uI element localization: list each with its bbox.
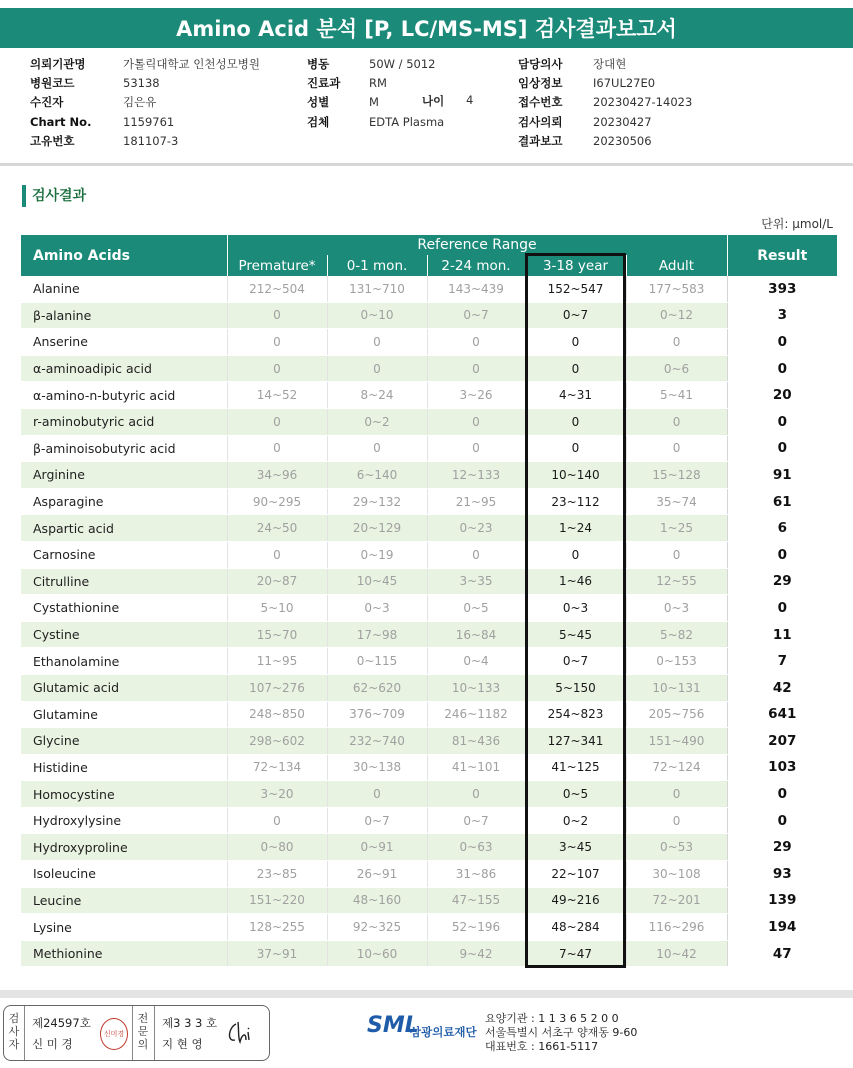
info-row	[518, 113, 692, 132]
reference-range-cell: 35~74	[626, 488, 727, 515]
reference-range-cell: 11~95	[227, 648, 327, 675]
reference-range-cell: 0	[327, 435, 427, 462]
reference-range-cell: 131~710	[327, 276, 427, 302]
header-2-24-mon: 2-24 mon.	[427, 255, 525, 276]
info-row	[518, 74, 692, 93]
reference-range-cell: 26~91	[327, 861, 427, 888]
reference-range-cell: 0~7	[327, 807, 427, 834]
reference-range-cell: 116~296	[626, 914, 727, 941]
amino-acid-name: Aspartic acid	[21, 515, 227, 542]
reference-range-cell: 0~12	[626, 302, 727, 329]
reference-range-cell: 298~602	[227, 728, 327, 755]
info-label: Chart No.	[30, 114, 92, 129]
reference-range-cell: 21~95	[427, 488, 525, 515]
reference-range-cell: 0~10	[327, 302, 427, 329]
result-cell: 393	[727, 276, 837, 302]
reference-range-cell: 0	[227, 302, 327, 329]
info-row	[518, 132, 692, 151]
report-title: Amino Acid 분석 [P, LC/MS-MS] 검사결과보고서	[0, 8, 853, 48]
signature-box	[3, 1005, 270, 1061]
result-cell: 6	[727, 515, 837, 542]
amino-acid-name: α-aminoadipic acid	[21, 355, 227, 382]
org-address: 서울특별시 서초구 양재동 9-60	[485, 1026, 638, 1039]
reference-range-cell: 0~7	[427, 302, 525, 329]
amino-acid-name: Cystine	[21, 621, 227, 648]
reference-range-cell: 23~112	[525, 488, 626, 515]
reference-range-cell: 8~24	[327, 382, 427, 409]
reference-range-cell: 16~84	[427, 621, 525, 648]
doc-name: 지 현 영	[162, 1037, 203, 1051]
table-row	[21, 302, 837, 329]
reference-range-cell: 0~80	[227, 834, 327, 861]
result-cell: 139	[727, 887, 837, 914]
reference-range-cell: 1~25	[626, 515, 727, 542]
info-row	[30, 93, 260, 112]
reference-range-cell: 3~35	[427, 568, 525, 595]
reference-range-cell: 0	[626, 408, 727, 435]
reference-range-cell: 0	[427, 408, 525, 435]
patient-info-col1	[30, 55, 260, 151]
reference-range-cell: 0	[427, 435, 525, 462]
divider	[0, 163, 853, 166]
result-cell: 0	[727, 781, 837, 808]
header-premature: Premature*	[227, 255, 327, 276]
org-code: 요양기관 : 1 1 3 6 5 2 0 0	[485, 1012, 619, 1025]
reference-range-cell: 0	[525, 329, 626, 356]
header-amino-acids: Amino Acids	[21, 235, 227, 276]
reference-range-cell: 0	[626, 329, 727, 356]
table-row	[21, 728, 837, 755]
reference-range-cell: 212~504	[227, 276, 327, 302]
divider-line	[132, 1006, 133, 1060]
reference-range-cell: 37~91	[227, 940, 327, 967]
reference-range-cell: 49~216	[525, 887, 626, 914]
amino-acid-name: β-alanine	[21, 302, 227, 329]
tech-name: 신 미 경	[32, 1037, 73, 1051]
reference-range-cell: 9~42	[427, 940, 525, 967]
reference-range-cell: 15~128	[626, 462, 727, 489]
reference-range-cell: 72~134	[227, 754, 327, 781]
reference-range-cell: 205~756	[626, 701, 727, 728]
amino-acid-name: Glycine	[21, 728, 227, 755]
table-row	[21, 648, 837, 675]
reference-range-cell: 0~23	[427, 515, 525, 542]
reference-range-cell: 143~439	[427, 276, 525, 302]
result-cell: 0	[727, 807, 837, 834]
divider-line	[24, 1006, 25, 1060]
reference-range-cell: 0~63	[427, 834, 525, 861]
amino-acid-name: Carnosine	[21, 541, 227, 568]
reference-range-cell: 0	[327, 781, 427, 808]
reference-range-cell: 12~133	[427, 462, 525, 489]
amino-acid-name: β-aminoisobutyric acid	[21, 435, 227, 462]
reference-range-cell: 0	[227, 329, 327, 356]
reference-range-cell: 151~490	[626, 728, 727, 755]
reference-range-cell: 10~133	[427, 674, 525, 701]
info-value: 20230427-14023	[593, 95, 693, 110]
info-value: 53138	[123, 76, 160, 91]
table-row	[21, 674, 837, 701]
reference-range-cell: 30~138	[327, 754, 427, 781]
reference-range-cell: 92~325	[327, 914, 427, 941]
table-row	[21, 541, 837, 568]
reference-range-cell: 90~295	[227, 488, 327, 515]
result-cell: 641	[727, 701, 837, 728]
info-value: EDTA Plasma	[369, 114, 445, 129]
reference-range-cell: 0	[427, 541, 525, 568]
org-info	[485, 1012, 637, 1054]
result-cell: 93	[727, 861, 837, 888]
info-label: 진료과	[307, 76, 341, 91]
info-row	[30, 55, 260, 74]
info-label: 병동	[307, 57, 330, 71]
result-cell: 0	[727, 541, 837, 568]
reference-range-cell: 10~45	[327, 568, 427, 595]
table-row	[21, 488, 837, 515]
reference-range-cell: 5~45	[525, 621, 626, 648]
reference-range-cell: 62~620	[327, 674, 427, 701]
info-label: 병원코드	[30, 76, 75, 91]
reference-range-cell: 0	[227, 541, 327, 568]
info-label: 담당의사	[518, 57, 563, 71]
reference-range-cell: 0~6	[626, 355, 727, 382]
table-row	[21, 515, 837, 542]
reference-range-cell: 0	[327, 355, 427, 382]
info-value: 1159761	[123, 114, 175, 129]
info-label: 검체	[307, 114, 330, 129]
info-value: I67UL27E0	[593, 76, 656, 91]
reference-range-cell: 0	[427, 781, 525, 808]
reference-range-cell: 0	[227, 355, 327, 382]
amino-acid-name: Cystathionine	[21, 595, 227, 622]
table-row	[21, 435, 837, 462]
reference-range-cell: 41~101	[427, 754, 525, 781]
table-row	[21, 329, 837, 356]
result-cell: 42	[727, 674, 837, 701]
result-cell: 194	[727, 914, 837, 941]
seal-stamp-icon: 신미경	[100, 1018, 128, 1050]
reference-range-cell: 0~2	[525, 807, 626, 834]
table-row	[21, 595, 837, 622]
reference-range-cell: 10~42	[626, 940, 727, 967]
doc-license: 제3 3 3 호	[162, 1016, 218, 1030]
reference-range-cell: 24~50	[227, 515, 327, 542]
info-value: 가톨릭대학교 인천성모병원	[123, 57, 260, 71]
result-cell: 3	[727, 302, 837, 329]
amino-acid-name: α-amino-n-butyric acid	[21, 382, 227, 409]
reference-range-cell: 30~108	[626, 861, 727, 888]
reference-range-cell: 20~87	[227, 568, 327, 595]
amino-acid-name: Homocystine	[21, 781, 227, 808]
result-cell: 47	[727, 940, 837, 967]
table-body	[21, 276, 837, 967]
reference-range-cell: 0~4	[427, 648, 525, 675]
amino-acid-name: Citrulline	[21, 568, 227, 595]
header-reference-range: Reference Range	[227, 235, 727, 255]
patient-info-col3	[518, 55, 692, 151]
reference-range-cell: 0~7	[525, 302, 626, 329]
reference-range-cell: 52~196	[427, 914, 525, 941]
amino-acid-name: Lysine	[21, 914, 227, 941]
amino-acid-name: Anserine	[21, 329, 227, 356]
info-label: 고유번호	[30, 133, 75, 148]
reference-range-cell: 0~7	[427, 807, 525, 834]
reference-range-cell: 5~41	[626, 382, 727, 409]
reference-range-cell: 0	[525, 541, 626, 568]
reference-range-cell: 0~5	[427, 595, 525, 622]
amino-acid-name: Hydroxylysine	[21, 807, 227, 834]
amino-acid-name: Leucine	[21, 887, 227, 914]
amino-acid-name: Methionine	[21, 940, 227, 967]
reference-range-cell: 0~153	[626, 648, 727, 675]
info-value: M	[369, 95, 379, 110]
result-cell: 0	[727, 408, 837, 435]
amino-acid-name: Isoleucine	[21, 861, 227, 888]
header-result: Result	[727, 235, 837, 276]
reference-range-cell: 20~129	[327, 515, 427, 542]
amino-acid-name: Arginine	[21, 462, 227, 489]
info-row	[30, 74, 260, 93]
reference-range-cell: 128~255	[227, 914, 327, 941]
result-cell: 0	[727, 435, 837, 462]
info-value: 20230427	[593, 114, 652, 129]
info-value: 50W / 5012	[369, 57, 436, 71]
age-label: 나이	[422, 94, 445, 108]
info-value: 20230506	[593, 133, 652, 148]
result-cell: 0	[727, 355, 837, 382]
reference-range-cell: 81~436	[427, 728, 525, 755]
reference-range-cell: 0	[626, 435, 727, 462]
header-adult: Adult	[626, 255, 727, 276]
tech-label: 검사자	[8, 1012, 20, 1051]
reference-range-cell: 3~26	[427, 382, 525, 409]
table-row	[21, 754, 837, 781]
reference-range-cell: 34~96	[227, 462, 327, 489]
result-cell: 103	[727, 754, 837, 781]
reference-range-cell: 232~740	[327, 728, 427, 755]
info-label: 수진자	[30, 95, 64, 110]
age-value: 4	[466, 93, 474, 107]
sml-logo-icon: SML	[367, 1013, 419, 1038]
reference-range-cell: 23~85	[227, 861, 327, 888]
reference-range-cell: 177~583	[626, 276, 727, 302]
amino-acid-name: Hydroxyproline	[21, 834, 227, 861]
amino-acid-name: Glutamine	[21, 701, 227, 728]
info-row	[518, 93, 692, 112]
table-row	[21, 834, 837, 861]
info-row	[307, 113, 444, 132]
result-cell: 0	[727, 595, 837, 622]
reference-range-cell: 107~276	[227, 674, 327, 701]
reference-range-cell: 7~47	[525, 940, 626, 967]
reference-range-cell: 0~19	[327, 541, 427, 568]
reference-range-cell: 29~132	[327, 488, 427, 515]
header-3-18-year: 3-18 year	[525, 255, 626, 276]
reference-range-cell: 3~45	[525, 834, 626, 861]
result-cell: 91	[727, 462, 837, 489]
reference-range-cell: 0	[227, 807, 327, 834]
result-cell: 11	[727, 621, 837, 648]
reference-range-cell: 1~46	[525, 568, 626, 595]
reference-range-cell: 6~140	[327, 462, 427, 489]
reference-range-cell: 0~91	[327, 834, 427, 861]
reference-range-cell: 0~115	[327, 648, 427, 675]
reference-range-cell: 248~850	[227, 701, 327, 728]
reference-range-cell: 0~5	[525, 781, 626, 808]
reference-range-cell: 254~823	[525, 701, 626, 728]
reference-range-cell: 12~55	[626, 568, 727, 595]
amino-acid-name: Asparagine	[21, 488, 227, 515]
reference-range-cell: 3~20	[227, 781, 327, 808]
table-row	[21, 914, 837, 941]
result-cell: 29	[727, 834, 837, 861]
reference-range-cell: 31~86	[427, 861, 525, 888]
reference-range-cell: 22~107	[525, 861, 626, 888]
info-value: 장대현	[593, 57, 627, 71]
result-cell: 0	[727, 329, 837, 356]
org-phone: 대표번호 : 1661-5117	[485, 1040, 599, 1053]
table-row	[21, 276, 837, 302]
reference-range-cell: 0~2	[327, 408, 427, 435]
reference-range-cell: 376~709	[327, 701, 427, 728]
info-label: 결과보고	[518, 133, 563, 148]
reference-range-cell: 151~220	[227, 887, 327, 914]
result-cell: 207	[727, 728, 837, 755]
signature-icon	[224, 1018, 260, 1048]
reference-range-cell: 0~7	[525, 648, 626, 675]
table-row	[21, 781, 837, 808]
reference-range-cell: 48~160	[327, 887, 427, 914]
reference-range-cell: 0	[227, 408, 327, 435]
reference-range-cell: 72~124	[626, 754, 727, 781]
table-row	[21, 807, 837, 834]
amino-acid-name: Alanine	[21, 276, 227, 302]
info-row	[518, 55, 692, 74]
amino-acid-name: Histidine	[21, 754, 227, 781]
table-row	[21, 701, 837, 728]
reference-range-cell: 48~284	[525, 914, 626, 941]
reference-range-cell: 246~1182	[427, 701, 525, 728]
table-row	[21, 382, 837, 409]
reference-range-cell: 0~3	[626, 595, 727, 622]
result-cell: 20	[727, 382, 837, 409]
reference-range-cell: 15~70	[227, 621, 327, 648]
amino-acid-name: Ethanolamine	[21, 648, 227, 675]
reference-range-cell: 0~3	[525, 595, 626, 622]
reference-range-cell: 0~53	[626, 834, 727, 861]
reference-range-cell: 0	[427, 355, 525, 382]
org-name: 삼광의료재단	[410, 1025, 477, 1039]
reference-range-cell: 5~10	[227, 595, 327, 622]
footer-divider	[0, 990, 853, 998]
header-0-1-mon: 0-1 mon.	[327, 255, 427, 276]
info-label: 의뢰기관명	[30, 57, 86, 71]
tech-license: 제24597호	[32, 1016, 91, 1030]
reference-range-cell: 0	[626, 781, 727, 808]
table-row	[21, 462, 837, 489]
table-row	[21, 568, 837, 595]
result-cell: 29	[727, 568, 837, 595]
reference-range-cell: 0	[227, 435, 327, 462]
reference-range-cell: 4~31	[525, 382, 626, 409]
unit-label: 단위: μmol/L	[761, 217, 833, 231]
table-row	[21, 887, 837, 914]
result-cell: 61	[727, 488, 837, 515]
reference-range-cell: 41~125	[525, 754, 626, 781]
result-table	[21, 235, 837, 967]
table-row	[21, 861, 837, 888]
amino-acid-name: Glutamic acid	[21, 674, 227, 701]
table-row	[21, 621, 837, 648]
info-value: 181107-3	[123, 133, 179, 148]
info-row	[307, 74, 444, 93]
info-value: RM	[369, 76, 387, 91]
info-row	[307, 55, 444, 74]
reference-range-cell: 0	[525, 355, 626, 382]
info-label: 임상정보	[518, 76, 563, 91]
doc-label: 전문의	[137, 1012, 149, 1051]
amino-acid-name: r-aminobutyric acid	[21, 408, 227, 435]
section-title: 검사결과	[22, 185, 86, 207]
info-value: 김은유	[123, 95, 157, 110]
info-row	[30, 132, 260, 151]
reference-range-cell: 10~60	[327, 940, 427, 967]
result-cell: 7	[727, 648, 837, 675]
reference-range-cell: 1~24	[525, 515, 626, 542]
reference-range-cell: 0	[327, 329, 427, 356]
reference-range-cell: 10~131	[626, 674, 727, 701]
reference-range-cell: 0	[525, 408, 626, 435]
reference-range-cell: 0	[626, 807, 727, 834]
info-row	[30, 113, 260, 132]
reference-range-cell: 152~547	[525, 276, 626, 302]
reference-range-cell: 17~98	[327, 621, 427, 648]
divider-line	[154, 1006, 155, 1060]
reference-range-cell: 0~3	[327, 595, 427, 622]
reference-range-cell: 0	[525, 435, 626, 462]
reference-range-cell: 5~82	[626, 621, 727, 648]
info-label: 성별	[307, 95, 330, 110]
reference-range-cell: 14~52	[227, 382, 327, 409]
reference-range-cell: 0	[626, 541, 727, 568]
info-label: 검사의뢰	[518, 114, 563, 129]
reference-range-cell: 47~155	[427, 887, 525, 914]
reference-range-cell: 72~201	[626, 887, 727, 914]
reference-range-cell: 10~140	[525, 462, 626, 489]
reference-range-cell: 5~150	[525, 674, 626, 701]
reference-range-cell: 0	[427, 329, 525, 356]
table-row	[21, 940, 837, 967]
table-row	[21, 408, 837, 435]
table-row	[21, 355, 837, 382]
info-label: 접수번호	[518, 95, 563, 110]
reference-range-cell: 127~341	[525, 728, 626, 755]
